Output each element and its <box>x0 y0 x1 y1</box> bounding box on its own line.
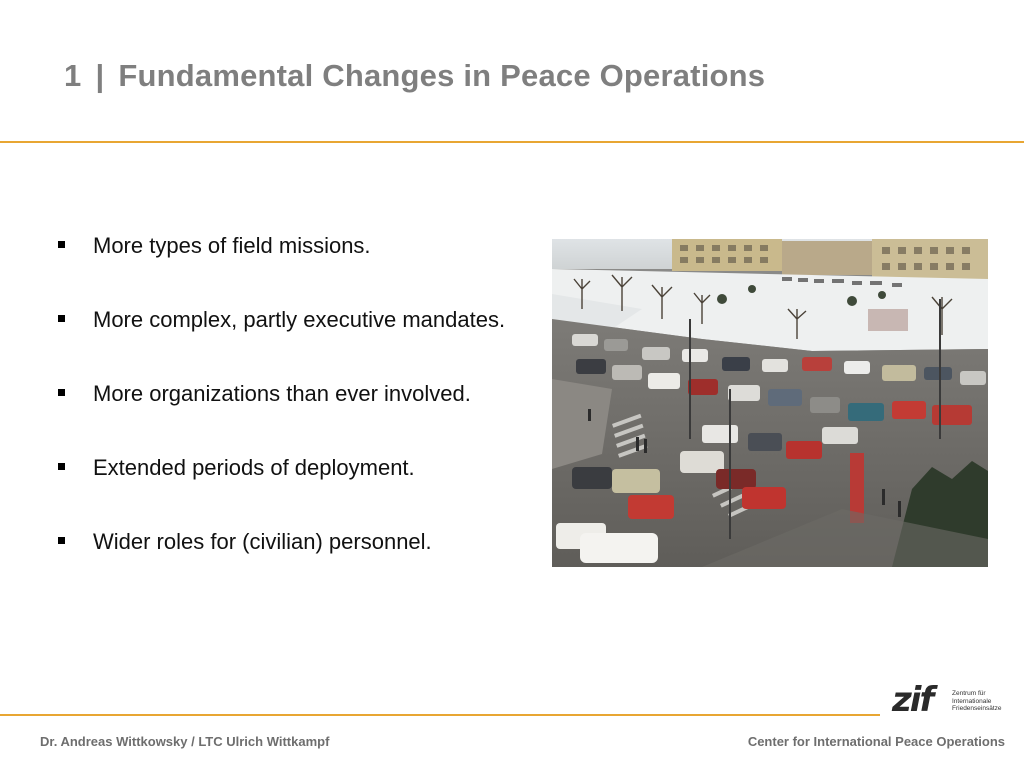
footer-organization: Center for International Peace Operations <box>747 734 1005 749</box>
slide-title-text: Fundamental Changes in Peace Operations <box>118 58 766 93</box>
traffic-intersection-photo <box>552 239 988 567</box>
slide-title <box>64 58 765 94</box>
header-divider <box>0 141 1024 143</box>
bullet-square-icon <box>58 315 65 322</box>
bullet-square-icon <box>58 389 65 396</box>
title-separator: | <box>95 58 105 93</box>
bullet-item: Extended periods of deployment. <box>56 452 546 484</box>
footer-divider <box>0 714 880 716</box>
slide-number: 1 <box>64 58 82 93</box>
bullet-item: More complex, partly executive mandates. <box>56 304 546 336</box>
footer-authors: Dr. Andreas Wittkowsky / LTC Ulrich Wittkampf <box>40 734 330 749</box>
zif-logo <box>892 680 1004 720</box>
bullet-square-icon <box>58 241 65 248</box>
bullet-square-icon <box>58 537 65 544</box>
logo-text: Zentrum für Internationale Friedenseinsätze <box>952 690 1002 712</box>
bullet-item: More organizations than ever involved. <box>56 378 546 410</box>
bullet-square-icon <box>58 463 65 470</box>
bullet-item: More types of field missions. <box>56 230 546 262</box>
logo-mark: zif <box>892 680 933 720</box>
bullet-list <box>56 230 546 600</box>
bullet-item: Wider roles for (civilian) personnel. <box>56 526 546 558</box>
